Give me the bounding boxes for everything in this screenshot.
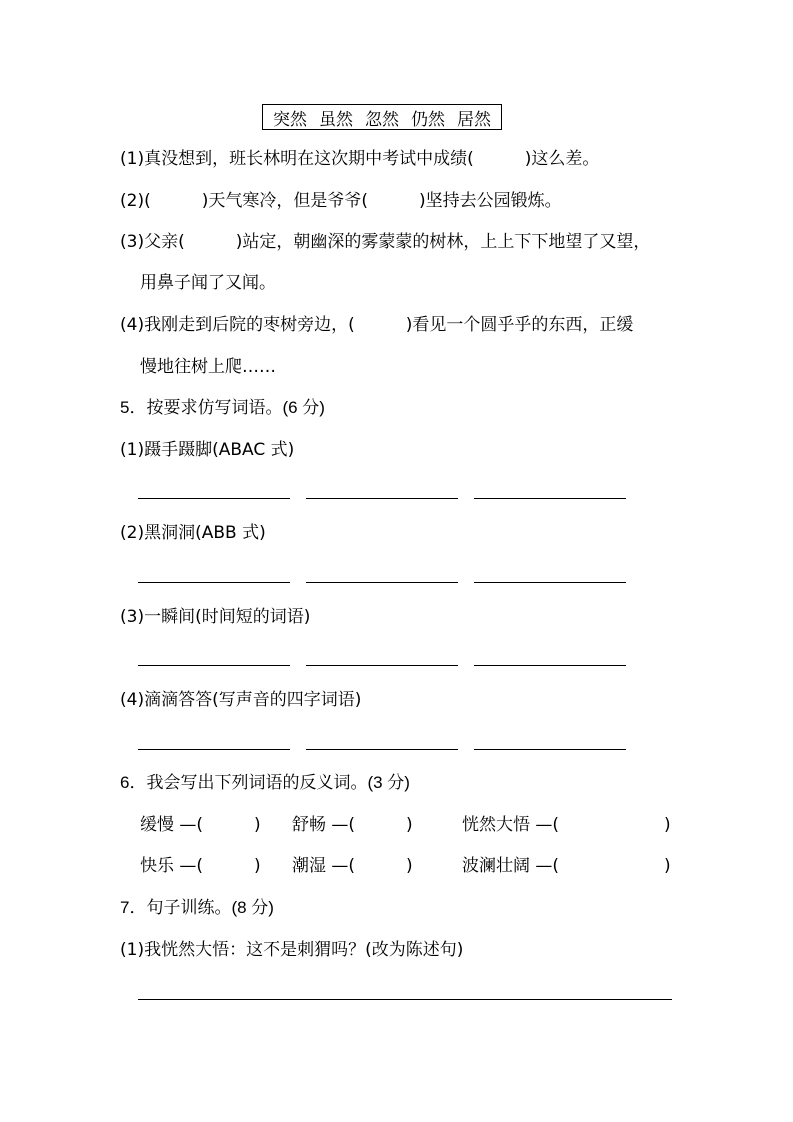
word-bank-box <box>262 104 502 130</box>
q4-sentence-1: (1)真没想到，班长林明在这次期中考试中成绩( )这么差。 <box>120 149 600 169</box>
answer-line[interactable] <box>306 749 458 750</box>
antonym-item: 潮湿 —( ) <box>292 856 413 876</box>
q5-title: 5．按要求仿写词语。(6 分) <box>120 398 325 417</box>
word-bank-item: 忽然 <box>365 109 399 130</box>
answer-line[interactable] <box>138 749 290 750</box>
q5-item-1: (1)蹑手蹑脚(ABAC 式) <box>120 440 295 460</box>
answer-line[interactable] <box>306 582 458 583</box>
answer-line[interactable] <box>138 498 290 499</box>
antonym-item: 波澜壮阔 —( <box>462 856 560 876</box>
answer-line[interactable] <box>474 665 626 666</box>
answer-line[interactable] <box>306 665 458 666</box>
q7-item-1: (1)我恍然大悟：这不是刺猬吗？(改为陈述句) <box>120 940 464 960</box>
word-bank-item: 仍然 <box>411 109 445 130</box>
q4-sentence-4-cont: 慢地往树上爬…… <box>140 357 276 377</box>
antonym-item: 恍然大悟 —( <box>462 815 560 835</box>
answer-line[interactable] <box>474 498 626 499</box>
q4-sentence-2: (2)( )天气寒冷，但是爷爷( )坚持去公园锻炼。 <box>120 191 562 211</box>
q5-item-2: (2)黑洞洞(ABB 式) <box>120 523 266 543</box>
answer-line[interactable] <box>138 999 672 1000</box>
word-bank-item: 居然 <box>457 109 491 130</box>
word-bank-item: 虽然 <box>319 109 353 130</box>
antonym-item: 舒畅 —( ) <box>292 815 413 835</box>
q4-sentence-4: (4)我刚走到后院的枣树旁边，( )看见一个圆乎乎的东西，正缓 <box>120 315 634 335</box>
answer-line[interactable] <box>138 582 290 583</box>
antonym-item: 快乐 —( ) <box>140 856 261 876</box>
q5-item-4: (4)滴滴答答(写声音的四字词语) <box>120 690 362 710</box>
answer-line[interactable] <box>138 665 290 666</box>
word-bank-item: 突然 <box>273 109 307 130</box>
q4-sentence-3: (3)父亲( )站定，朝幽深的雾蒙蒙的树林，上上下下地望了又望， <box>120 232 651 252</box>
q6-title: 6．我会写出下列词语的反义词。(3 分) <box>120 773 410 792</box>
answer-line[interactable] <box>474 582 626 583</box>
answer-line[interactable] <box>306 498 458 499</box>
antonym-item: 缓慢 —( ) <box>140 815 261 835</box>
q4-sentence-3-cont: 用鼻子闻了又闻。 <box>140 273 276 293</box>
antonym-close-paren: ) <box>664 815 671 835</box>
antonym-close-paren: ) <box>664 856 671 876</box>
q5-item-3: (3)一瞬间(时间短的词语) <box>120 607 311 627</box>
q7-title: 7．句子训练。(8 分) <box>120 898 274 917</box>
answer-line[interactable] <box>474 749 626 750</box>
